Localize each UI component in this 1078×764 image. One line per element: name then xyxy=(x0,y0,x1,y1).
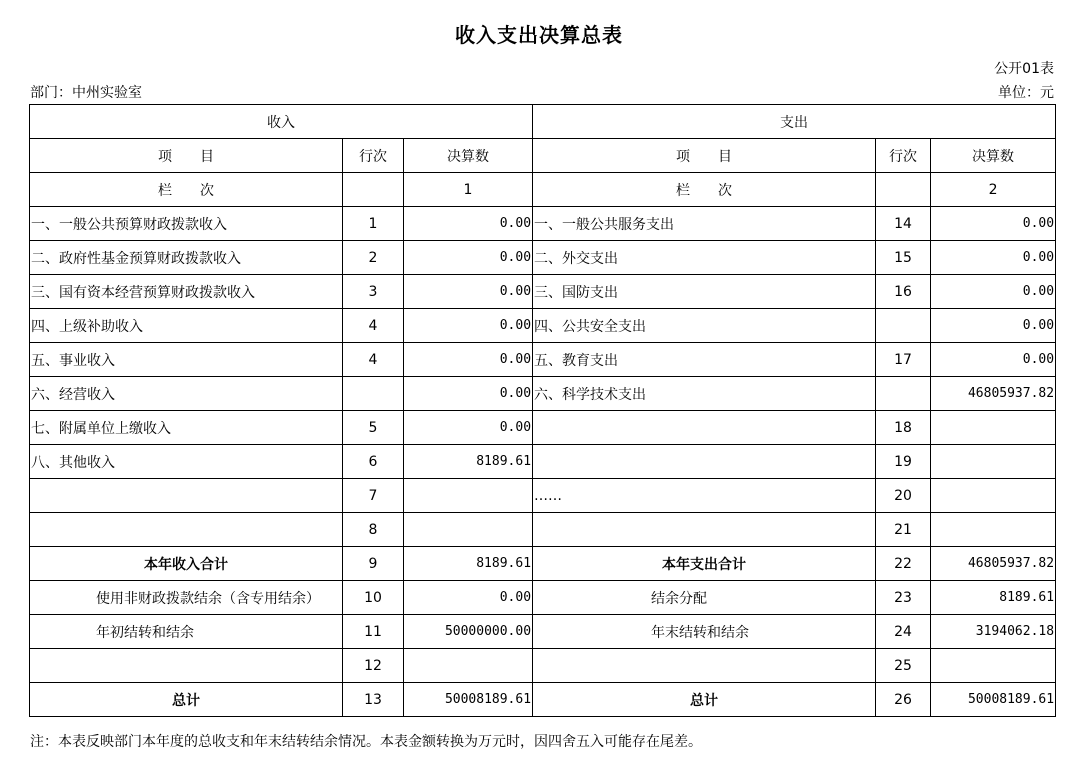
income-item: 七、附属单位上缴收入 xyxy=(30,411,343,445)
table-row xyxy=(30,411,1056,445)
table-row-blank xyxy=(30,649,1056,683)
expense-row-no xyxy=(876,377,931,411)
blank-expense-amount xyxy=(931,649,1056,683)
income-column-label: 栏 次 xyxy=(30,173,343,207)
header-row-sections xyxy=(30,105,1056,139)
table-row xyxy=(30,207,1056,241)
total-row-annual xyxy=(30,547,1056,581)
income-amount: 0.00 xyxy=(404,275,533,309)
expense-row-no: 15 xyxy=(876,241,931,275)
expense-total-label: 本年支出合计 xyxy=(533,547,876,581)
expense-row-no: 16 xyxy=(876,275,931,309)
expense-amount: 0.00 xyxy=(931,275,1056,309)
expense-amount xyxy=(931,479,1056,513)
income-section-header: 收入 xyxy=(30,105,533,139)
income-expense-table xyxy=(29,104,1056,717)
expense-column-label: 栏 次 xyxy=(533,173,876,207)
expense-item xyxy=(533,411,876,445)
expense-amount xyxy=(931,513,1056,547)
expense-item-header: 项 目 xyxy=(533,139,876,173)
table-row xyxy=(30,445,1056,479)
expense-total-amount: 46805937.82 xyxy=(931,547,1056,581)
income-item xyxy=(30,479,343,513)
expense-column-index: 2 xyxy=(931,173,1056,207)
income-item: 一、一般公共预算财政拨款收入 xyxy=(30,207,343,241)
table-number: 公开01表 xyxy=(994,61,1054,77)
income-amount: 8189.61 xyxy=(404,445,533,479)
expense-row-no: 20 xyxy=(876,479,931,513)
income-row-no: 3 xyxy=(343,275,404,309)
expense-total-row-no: 22 xyxy=(876,547,931,581)
income-amount xyxy=(404,513,533,547)
income-amount: 0.00 xyxy=(404,309,533,343)
expense-grand-total-label: 总计 xyxy=(533,683,876,717)
expense-item: 二、外交支出 xyxy=(533,241,876,275)
table-row-balance-use xyxy=(30,581,1056,615)
income-amount: 0.00 xyxy=(404,411,533,445)
expense-grand-total-amount: 50008189.61 xyxy=(931,683,1056,717)
blank-income-item xyxy=(30,649,343,683)
income-amount: 0.00 xyxy=(404,377,533,411)
expense-grand-total-row-no: 26 xyxy=(876,683,931,717)
income-row-no: 5 xyxy=(343,411,404,445)
expense-row-no: 14 xyxy=(876,207,931,241)
expense-amount: 46805937.82 xyxy=(931,377,1056,411)
expense-row-no: 18 xyxy=(876,411,931,445)
income-row-no: 6 xyxy=(343,445,404,479)
income-item: 五、事业收入 xyxy=(30,343,343,377)
expense-item: 三、国防支出 xyxy=(533,275,876,309)
income-item: 八、其他收入 xyxy=(30,445,343,479)
income-column-index: 1 xyxy=(404,173,533,207)
nonfiscal-balance-row-no: 10 xyxy=(343,581,404,615)
income-item: 六、经营收入 xyxy=(30,377,343,411)
income-item: 三、国有资本经营预算财政拨款收入 xyxy=(30,275,343,309)
income-total-row-no: 9 xyxy=(343,547,404,581)
income-row-no: 4 xyxy=(343,309,404,343)
expense-item: 四、公共安全支出 xyxy=(533,309,876,343)
income-grand-total-row-no: 13 xyxy=(343,683,404,717)
expense-amount xyxy=(931,445,1056,479)
expense-item xyxy=(533,445,876,479)
income-item: 四、上级补助收入 xyxy=(30,309,343,343)
blank-income-row-no: 12 xyxy=(343,649,404,683)
nonfiscal-balance-amount: 0.00 xyxy=(404,581,533,615)
table-row xyxy=(30,377,1056,411)
income-item: 二、政府性基金预算财政拨款收入 xyxy=(30,241,343,275)
income-amount: 0.00 xyxy=(404,343,533,377)
expense-row-no: 21 xyxy=(876,513,931,547)
income-amount-header: 决算数 xyxy=(404,139,533,173)
expense-item: 五、教育支出 xyxy=(533,343,876,377)
table-row xyxy=(30,275,1056,309)
footnote: 注：本表反映部门本年度的总收支和年末结转结余情况。本表金额转换为万元时，因四舍五入可能存在尾差。 xyxy=(30,734,702,750)
expense-amount: 0.00 xyxy=(931,207,1056,241)
income-amount: 0.00 xyxy=(404,207,533,241)
expense-amount-header: 决算数 xyxy=(931,139,1056,173)
table-row xyxy=(30,513,1056,547)
expense-row-no: 19 xyxy=(876,445,931,479)
income-row-no xyxy=(343,377,404,411)
income-grand-total-amount: 50008189.61 xyxy=(404,683,533,717)
expense-amount: 0.00 xyxy=(931,343,1056,377)
income-amount xyxy=(404,479,533,513)
department-label: 部门：中州实验室 xyxy=(30,85,142,101)
nonfiscal-balance-label: 使用非财政拨款结余（含专用结余） xyxy=(30,581,343,615)
begin-carryover-row-no: 11 xyxy=(343,615,404,649)
begin-carryover-label: 年初结转和结余 xyxy=(30,615,343,649)
income-row-no: 7 xyxy=(343,479,404,513)
table-row xyxy=(30,309,1056,343)
income-total-label: 本年收入合计 xyxy=(30,547,343,581)
table-row xyxy=(30,343,1056,377)
income-column-blank xyxy=(343,173,404,207)
expense-section-header: 支出 xyxy=(533,105,1056,139)
report-title: 收入支出决算总表 xyxy=(455,23,623,47)
expense-amount: 0.00 xyxy=(931,309,1056,343)
blank-expense-row-no: 25 xyxy=(876,649,931,683)
expense-item xyxy=(533,513,876,547)
expense-amount xyxy=(931,411,1056,445)
end-carryover-label: 年末结转和结余 xyxy=(533,615,876,649)
blank-expense-item xyxy=(533,649,876,683)
income-row-no: 8 xyxy=(343,513,404,547)
table-row-carryover xyxy=(30,615,1056,649)
income-row-no: 4 xyxy=(343,343,404,377)
end-carryover-row-no: 24 xyxy=(876,615,931,649)
income-row-no: 2 xyxy=(343,241,404,275)
end-carryover-amount: 3194062.18 xyxy=(931,615,1056,649)
expense-rowno-header: 行次 xyxy=(876,139,931,173)
header-row-column-index xyxy=(30,173,1056,207)
income-item xyxy=(30,513,343,547)
expense-item: 六、科学技术支出 xyxy=(533,377,876,411)
balance-distribution-row-no: 23 xyxy=(876,581,931,615)
header-row-columns xyxy=(30,139,1056,173)
balance-distribution-label: 结余分配 xyxy=(533,581,876,615)
table-row xyxy=(30,479,1056,513)
income-total-amount: 8189.61 xyxy=(404,547,533,581)
income-rowno-header: 行次 xyxy=(343,139,404,173)
begin-carryover-amount: 50000000.00 xyxy=(404,615,533,649)
income-row-no: 1 xyxy=(343,207,404,241)
expense-item: …… xyxy=(533,479,876,513)
income-item-header: 项 目 xyxy=(30,139,343,173)
expense-row-no xyxy=(876,309,931,343)
grand-total-row xyxy=(30,683,1056,717)
expense-item: 一、一般公共服务支出 xyxy=(533,207,876,241)
income-amount: 0.00 xyxy=(404,241,533,275)
expense-column-blank xyxy=(876,173,931,207)
expense-amount: 0.00 xyxy=(931,241,1056,275)
expense-row-no: 17 xyxy=(876,343,931,377)
table-row xyxy=(30,241,1056,275)
unit-label: 单位：元 xyxy=(998,85,1054,101)
blank-income-amount xyxy=(404,649,533,683)
income-grand-total-label: 总计 xyxy=(30,683,343,717)
balance-distribution-amount: 8189.61 xyxy=(931,581,1056,615)
